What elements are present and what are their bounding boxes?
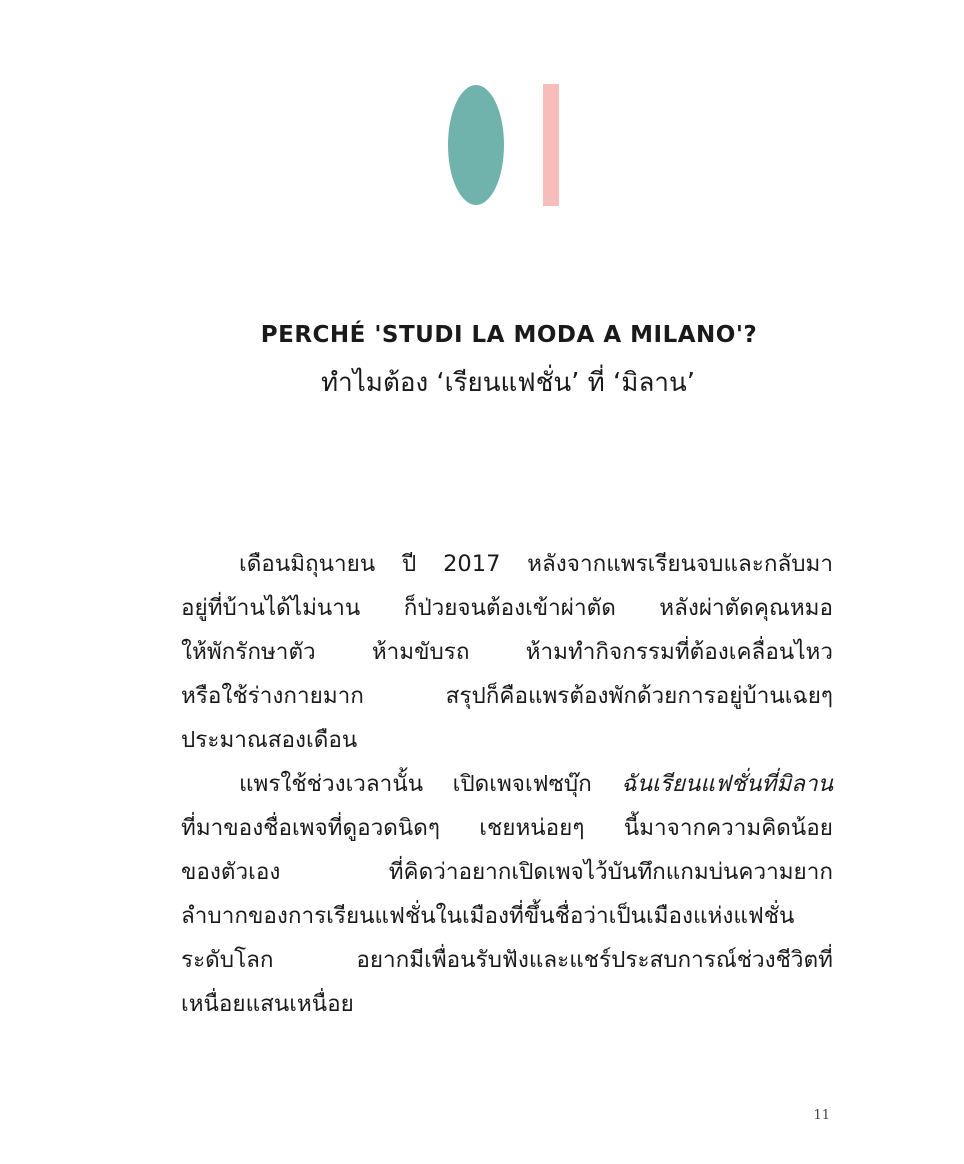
paragraph-1-line: เดือนมิถุนายน ปี 2017 หลังจากแพรเรียนจบและกลับมา — [239, 551, 833, 577]
body-text — [181, 542, 833, 1026]
one-bar-shape — [543, 84, 559, 206]
paragraph-1-line: อยู่ที่บ้านได้ไม่นาน ก็ป่วยจนต้องเข้าผ่าตัด หลังผ่าตัดคุณหมอ — [181, 595, 833, 621]
zero-oval-shape — [448, 85, 504, 205]
paragraph-2-line: เหนื่อยแสนเหนื่อย — [181, 991, 354, 1017]
paragraph-2-line: ที่มาของชื่อเพจที่ดูอวดนิดๆ เชยหน่อยๆ นี้มาจากความคิดน้อย — [181, 815, 833, 841]
paragraph-2-line: ระดับโลก อยากมีเพื่อนรับฟังและแชร์ประสบการณ์ช่วงชีวิตที่ — [181, 947, 833, 973]
paragraph-1-line: ประมาณสองเดือน — [181, 727, 358, 753]
chapter-number-01-graphic — [447, 84, 561, 206]
chapter-title-thai: ทำไมต้อง ‘เรียนแฟชั่น’ ที่ ‘มิลาน’ — [320, 368, 696, 398]
paragraph-2-line: ของตัวเอง ที่คิดว่าอยากเปิดเพจไว้บันทึกแกมบ่นความยาก — [181, 859, 833, 885]
facebook-page-name: ฉันเรียนแฟชั่นที่มิลาน — [621, 771, 833, 797]
paragraph-2-line: ลำบากของการเรียนแฟชั่นในเมืองที่ขึ้นชื่อว่าเป็นเมืองแห่งแฟชั่น — [181, 903, 795, 929]
paragraph-2-first-line — [181, 762, 833, 806]
paragraph-1-line: ให้พักรักษาตัว ห้ามขับรถ ห้ามทำกิจกรรมที่ต้องเคลื่อนไหว — [181, 639, 833, 665]
paragraph-2-lead-text: แพรใช้ช่วงเวลานั้น เปิดเพจเฟซบุ๊ก — [239, 771, 592, 797]
page-number: 11 — [813, 1108, 830, 1123]
chapter-title-italian: PERCHÉ 'STUDI LA MODA A MILANO'? — [260, 322, 758, 348]
paragraph-1-line: หรือใช้ร่างกายมาก สรุปก็คือแพรต้องพักด้วยการอยู่บ้านเฉยๆ — [181, 683, 833, 709]
